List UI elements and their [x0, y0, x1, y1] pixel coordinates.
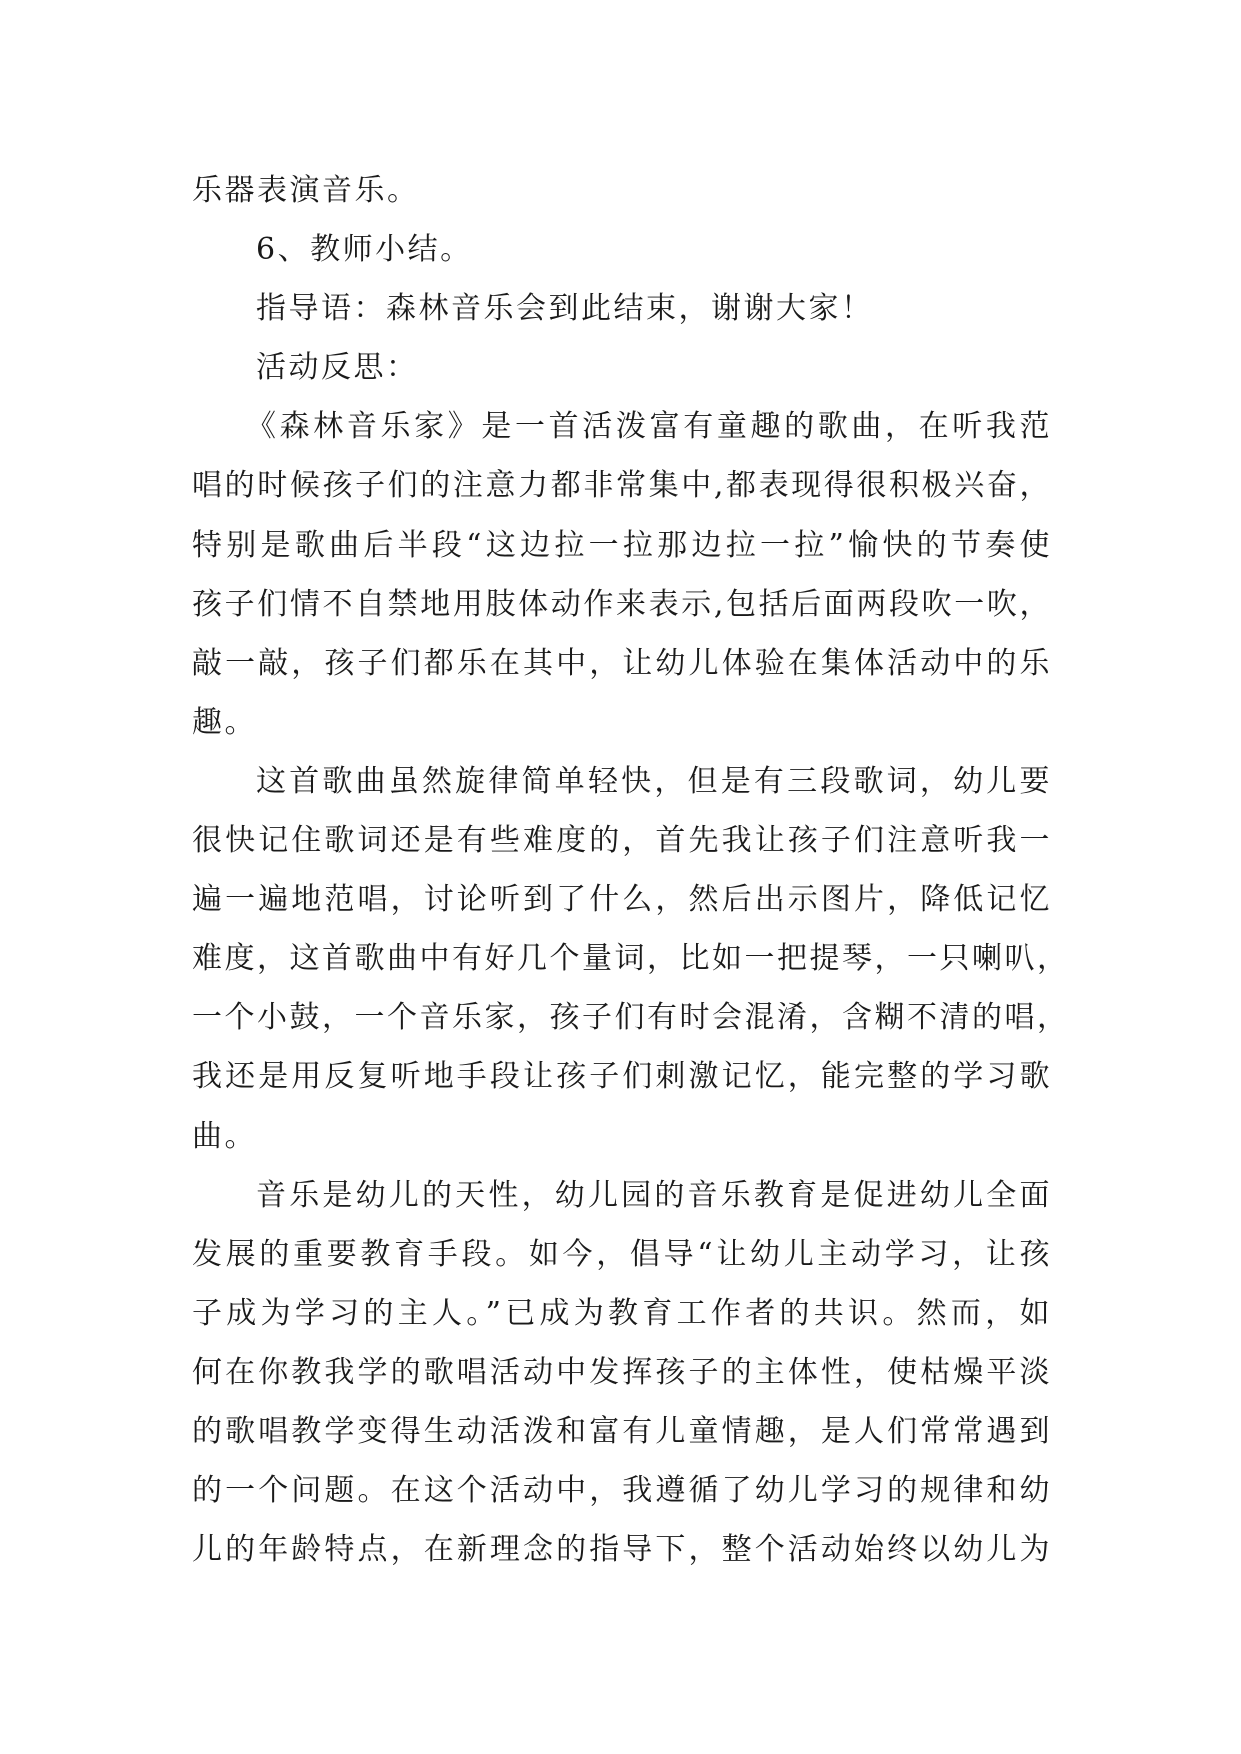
text-line: 孩子们情不自禁地用肢体动作来表示,包括后面两段吹一吹， — [192, 586, 1052, 622]
text-line: 很快记住歌词还是有些难度的，首先我让孩子们注意听我一 — [192, 823, 1052, 859]
text-line: 曲。 — [192, 1118, 257, 1154]
text-line: 难度，这首歌曲中有好几个量词，比如一把提琴，一只喇叭， — [192, 941, 1070, 977]
text-line: 6、教师小结。 — [256, 232, 473, 268]
text-line: 遍一遍地范唱，讨论听到了什么，然后出示图片，降低记忆 — [192, 882, 1052, 918]
text-line: 音乐是幼儿的天性，幼儿园的音乐教育是促进幼儿全面 — [256, 1177, 1052, 1213]
text-line: 指导语：森林音乐会到此结束，谢谢大家！ — [256, 291, 874, 327]
text-line: 活动反思： — [256, 350, 419, 386]
document-body — [192, 161, 1070, 1579]
text-line: 《森林音乐家》是一首活泼富有童趣的歌曲，在听我范 — [246, 409, 1052, 445]
text-line: 乐器表演音乐。 — [192, 173, 420, 208]
text-line: 发展的重要教育手段。如今，倡导“让幼儿主动学习，让孩 — [192, 1236, 1052, 1272]
text-line: 特别是歌曲后半段“这边拉一拉那边拉一拉”愉快的节奏使 — [192, 527, 1052, 563]
text-line: 何在你教我学的歌唱活动中发挥孩子的主体性，使枯燥平淡 — [192, 1354, 1052, 1390]
text-line: 敲一敲，孩子们都乐在其中，让幼儿体验在集体活动中的乐 — [192, 645, 1052, 681]
text-line: 的歌唱教学变得生动活泼和富有儿童情趣，是人们常常遇到 — [192, 1413, 1052, 1449]
text-line: 儿的年龄特点，在新理念的指导下，整个活动始终以幼儿为 — [192, 1532, 1052, 1568]
text-line: 子成为学习的主人。”已成为教育工作者的共识。然而，如 — [192, 1295, 1052, 1331]
text-line: 一个小鼓，一个音乐家，孩子们有时会混淆，含糊不清的唱， — [192, 1000, 1070, 1036]
text-line: 趣。 — [192, 704, 257, 740]
text-line: 唱的时候孩子们的注意力都非常集中,都表现得很积极兴奋， — [192, 468, 1052, 504]
text-line: 我还是用反复听地手段让孩子们刺激记忆，能完整的学习歌 — [192, 1059, 1052, 1095]
text-line: 的一个问题。在这个活动中，我遵循了幼儿学习的规律和幼 — [192, 1473, 1052, 1509]
text-line: 这首歌曲虽然旋律简单轻快，但是有三段歌词，幼儿要 — [256, 763, 1052, 799]
